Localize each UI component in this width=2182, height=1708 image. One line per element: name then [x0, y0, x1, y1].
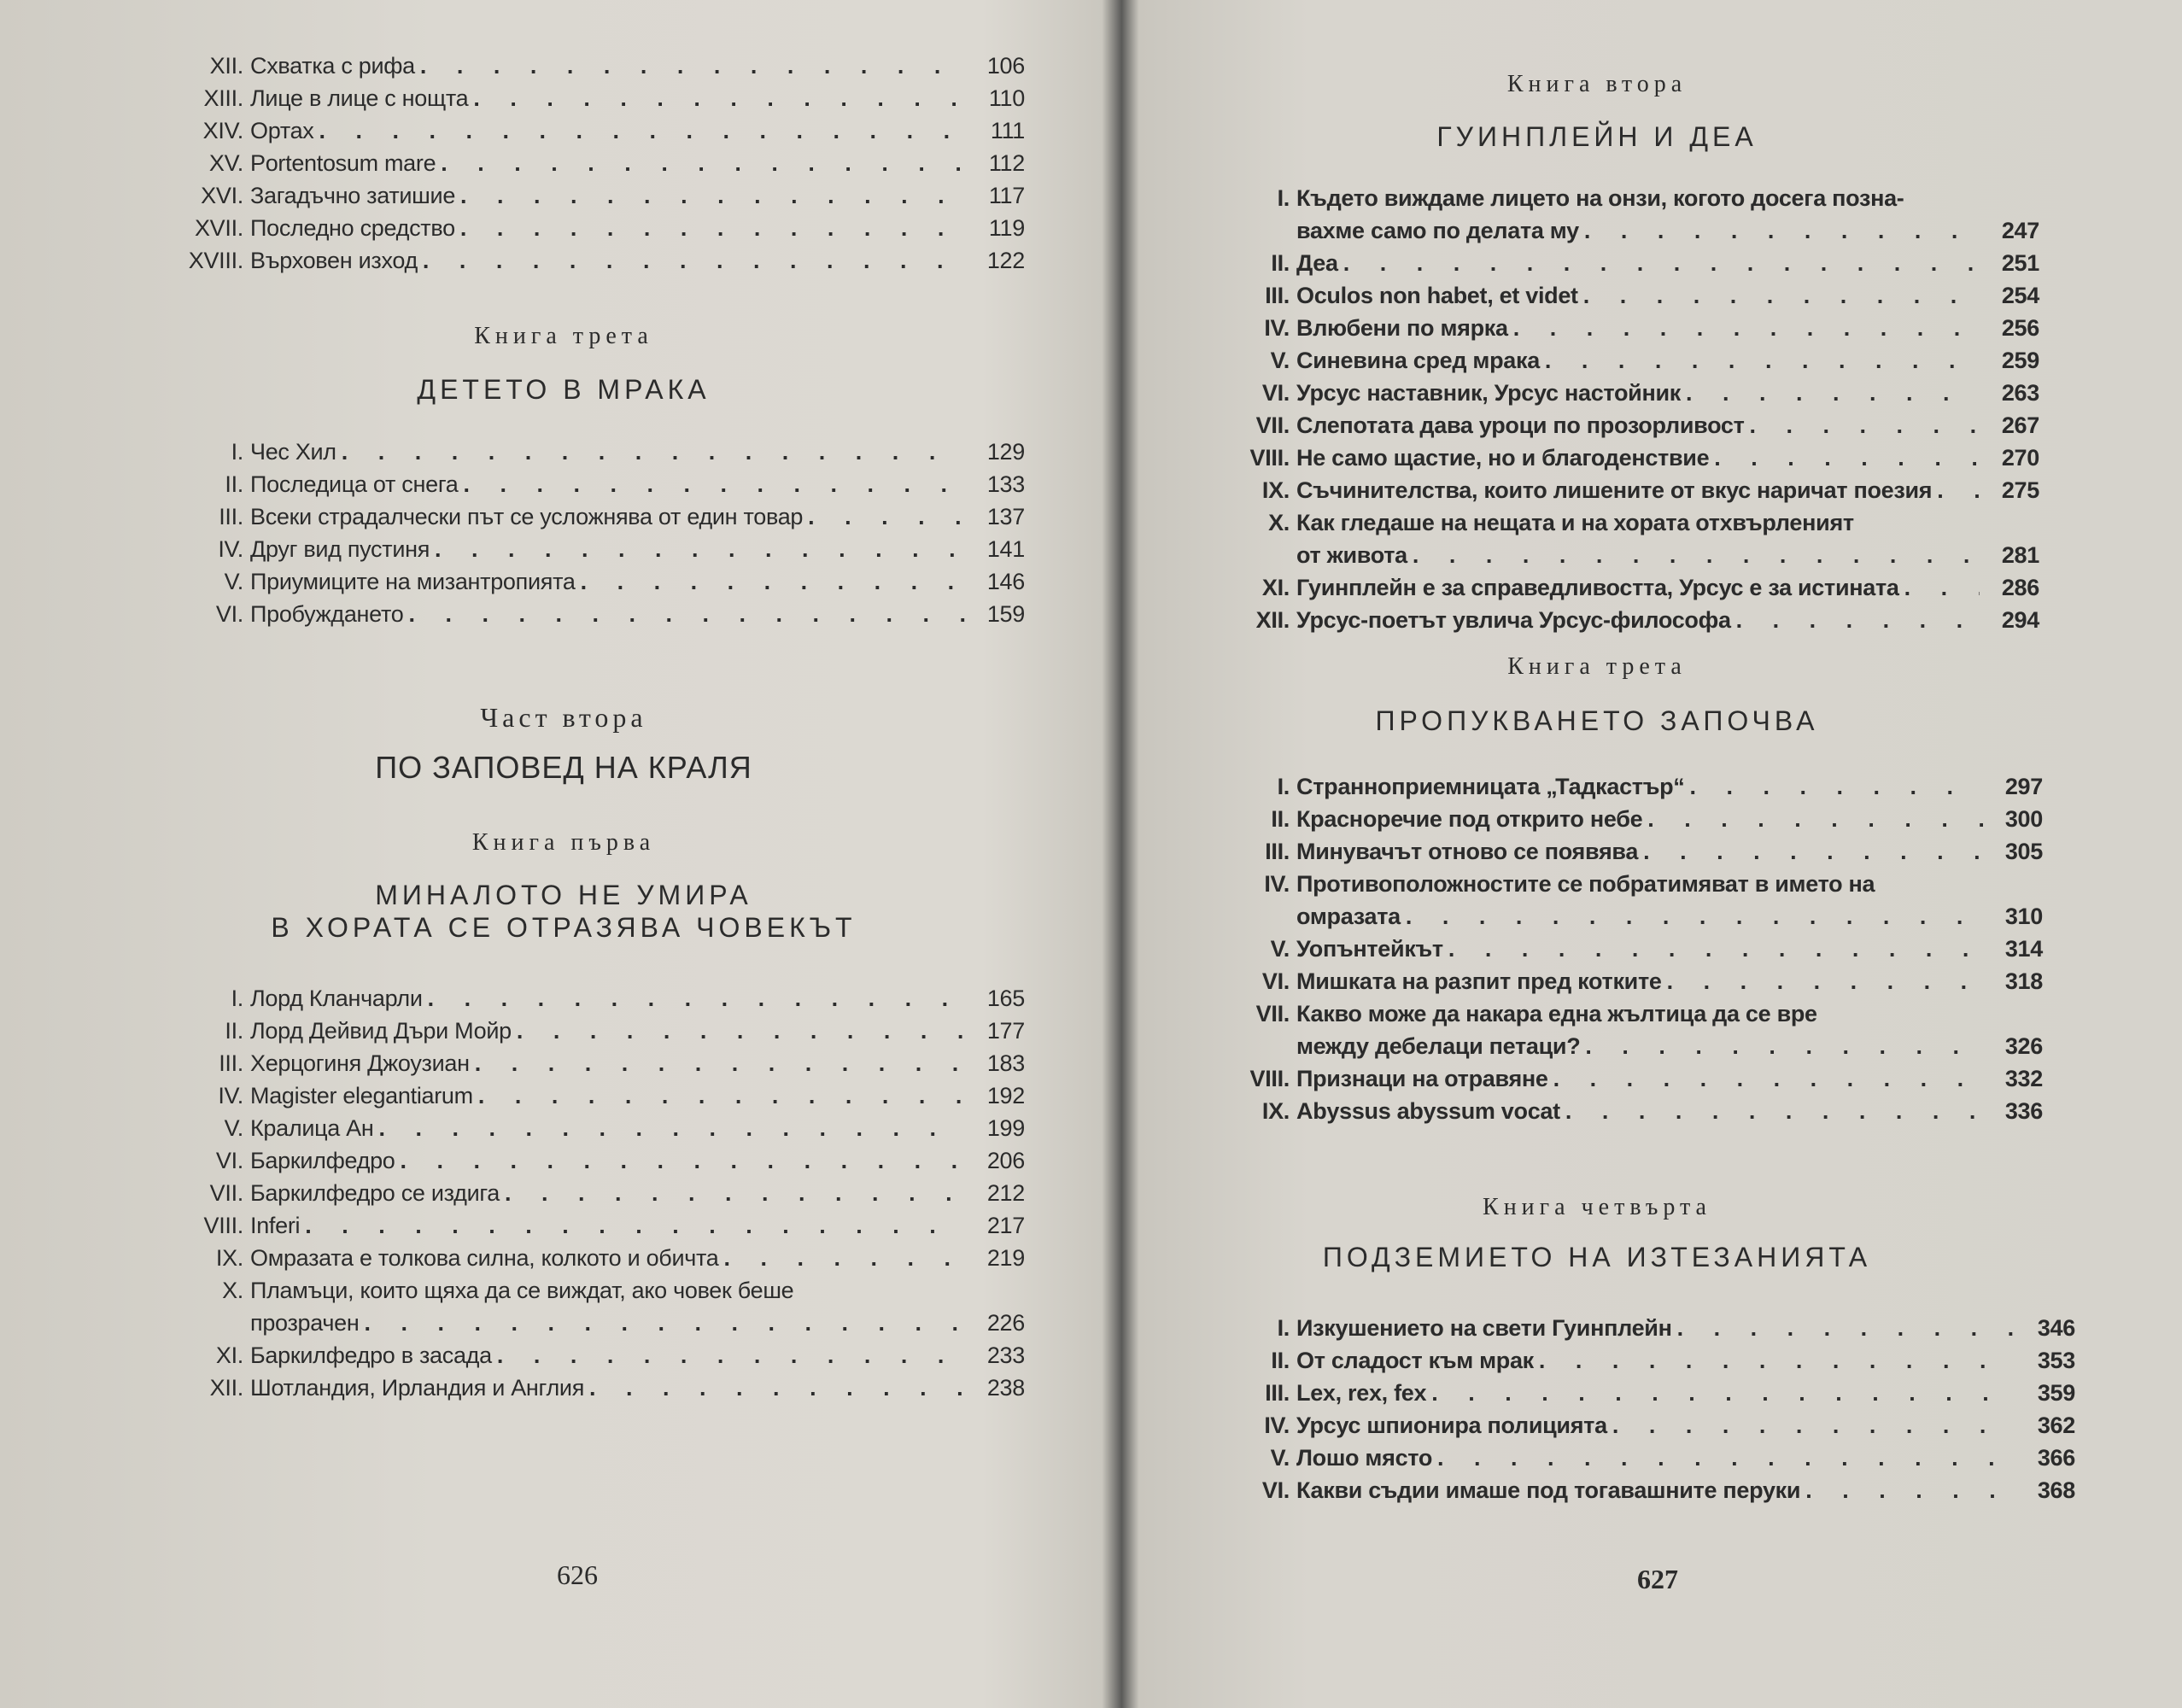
chapter-numeral: XI. — [215, 1342, 243, 1368]
page-ref: 366 — [2037, 1445, 2075, 1471]
dot-leader — [423, 982, 965, 1015]
page-ref: 212 — [986, 1180, 1025, 1206]
dot-leader — [512, 1015, 965, 1047]
chapter-numeral: III. — [219, 504, 243, 529]
chapter-title: От сладост към мрак — [1296, 1348, 1534, 1373]
toc-entry — [1136, 997, 2043, 1030]
page-ref: 117 — [988, 183, 1025, 208]
toc-entry — [1136, 1062, 2043, 1095]
chapter-numeral: XVI. — [201, 183, 243, 208]
chapter-title: Ортах — [250, 118, 314, 143]
chapter-numeral: IX. — [215, 1245, 243, 1271]
chapter-numeral: III. — [1265, 839, 1290, 864]
toc-entry — [0, 1015, 1025, 1047]
toc-entry — [0, 179, 1025, 212]
dot-leader — [1685, 770, 1983, 803]
chapter-numeral: VI. — [1261, 968, 1290, 994]
dot-leader — [803, 500, 965, 533]
dot-leader — [1540, 344, 1980, 377]
chapter-numeral: III. — [1265, 1380, 1290, 1406]
chapter-title: Странноприемницата „Тадкастър“ — [1296, 774, 1685, 799]
chapter-title: Пламъци, които щяха да се виждат, ако човек беше — [250, 1278, 794, 1303]
chapter-numeral: V. — [1270, 1445, 1290, 1471]
page-ref: 297 — [2004, 774, 2043, 799]
chapter-title: Изкушението на свети Гуинплейн — [1296, 1315, 1672, 1341]
page-ref: 206 — [986, 1148, 1025, 1173]
chapter-title: Деа — [1296, 250, 1338, 276]
part-heading: Част втора — [480, 702, 647, 733]
toc-entry — [1136, 474, 2039, 506]
dot-leader — [1709, 442, 1980, 474]
toc-list — [1136, 770, 2043, 1127]
toc-entry — [0, 50, 1025, 82]
dot-leader — [1672, 1312, 2015, 1344]
chapter-numeral: V. — [1270, 936, 1290, 962]
dot-leader — [1662, 965, 1983, 997]
toc-entry — [1136, 1409, 2075, 1442]
toc-entry — [1136, 344, 2039, 377]
dot-leader — [314, 114, 965, 147]
chapter-numeral: IX. — [1261, 1098, 1290, 1124]
chapter-numeral: II. — [225, 1018, 243, 1044]
chapter-numeral: VII. — [1255, 1001, 1290, 1027]
chapter-numeral: X. — [222, 1278, 243, 1303]
chapter-numeral: VI. — [1261, 1477, 1290, 1503]
toc-list — [1136, 182, 2039, 636]
toc-entry — [0, 1177, 1025, 1209]
chapter-numeral: XIV. — [202, 118, 243, 143]
dot-leader — [336, 436, 965, 468]
dot-leader — [1800, 1474, 2015, 1506]
chapter-title-cont: вахме само по делата му — [1296, 218, 1579, 243]
chapter-title: Баркилфедро се издига — [250, 1180, 500, 1206]
page-ref: 192 — [986, 1083, 1025, 1108]
chapter-title: Красноречие под открито небе — [1296, 806, 1643, 832]
dot-leader — [415, 50, 965, 82]
page-ref: 199 — [986, 1115, 1025, 1141]
chapter-title: Минувачът отново се появява — [1296, 839, 1639, 864]
chapter-title: Друг вид пустиня — [250, 536, 430, 562]
dot-leader — [473, 1079, 965, 1112]
page-ref: 238 — [986, 1375, 1025, 1401]
toc-entry — [1136, 933, 2043, 965]
page-ref: 226 — [986, 1310, 1025, 1336]
dot-leader — [1338, 247, 1980, 279]
page-ref: 314 — [2004, 936, 2043, 962]
dot-leader — [1432, 1442, 2015, 1474]
chapter-numeral: III. — [1265, 283, 1290, 308]
toc-entry — [0, 244, 1025, 277]
chapter-numeral: IV. — [218, 536, 243, 562]
dot-leader — [359, 1307, 965, 1339]
toc-entry-continued — [1136, 1030, 2043, 1062]
book-heading: Книга четвърта — [1483, 1194, 1711, 1220]
page-ref: 183 — [986, 1050, 1025, 1076]
chapter-title: Приумиците на мизантропията — [250, 569, 576, 594]
chapter-title: Урсус-поетът увлича Урсус-философа — [1296, 607, 1731, 633]
dot-leader — [1899, 571, 1980, 604]
chapter-numeral: VI. — [1261, 380, 1290, 406]
toc-entry-continued — [1136, 900, 2043, 933]
toc-entry — [0, 1242, 1025, 1274]
chapter-title: Влюбени по мярка — [1296, 315, 1508, 341]
page-ref: 275 — [2001, 477, 2039, 503]
chapter-title: Урсус наставник, Урсус настойник — [1296, 380, 1681, 406]
chapter-title: Magister elegantiarum — [250, 1083, 473, 1108]
dot-leader — [576, 565, 965, 598]
chapter-numeral: II. — [1271, 1348, 1290, 1373]
toc-entry — [1136, 770, 2043, 803]
chapter-title: Съчинителства, които лишените от вкус наричат поезия — [1296, 477, 1933, 503]
chapter-title: Не само щастие, но и благоденствие — [1296, 445, 1710, 471]
toc-entry — [0, 468, 1025, 500]
toc-entry — [0, 1079, 1025, 1112]
dot-leader — [1607, 1409, 2015, 1442]
chapter-numeral: V. — [1270, 348, 1290, 373]
chapter-title: Чес Хил — [250, 439, 336, 465]
chapter-numeral: XII. — [1255, 607, 1290, 633]
dot-leader — [468, 82, 965, 114]
dot-leader — [455, 212, 965, 244]
dot-leader — [1548, 1062, 1983, 1095]
chapter-title: Как гледаше на нещата и на хората отхвърленият — [1296, 510, 1854, 535]
toc-entry — [0, 212, 1025, 244]
toc-entry — [1136, 571, 2039, 604]
chapter-numeral: II. — [225, 471, 243, 497]
chapter-title-cont: от живота — [1296, 542, 1407, 568]
chapter-numeral: XII. — [209, 53, 243, 79]
page-ref: 368 — [2037, 1477, 2075, 1503]
dot-leader — [374, 1112, 966, 1144]
chapter-title-cont: прозрачен — [250, 1310, 360, 1336]
chapter-numeral: XV. — [208, 150, 243, 176]
chapter-numeral: XVII. — [194, 215, 243, 241]
page-ref: 318 — [2004, 968, 2043, 994]
toc-list — [0, 982, 1025, 1404]
dot-leader — [1580, 1030, 1983, 1062]
page-ref: 300 — [2004, 806, 2043, 832]
right-page — [1136, 0, 2182, 1708]
dot-leader — [1401, 900, 1983, 933]
page-ref: 353 — [2037, 1348, 2075, 1373]
book-title: МИНАЛОТО НЕ УМИРА — [375, 880, 752, 910]
chapter-numeral: V. — [224, 569, 243, 594]
chapter-title: Противоположностите се побратимяват в името на — [1296, 871, 1875, 897]
chapter-numeral: XII. — [209, 1375, 243, 1401]
book-title: ПРОПУКВАНЕТО ЗАПОЧВА — [1375, 705, 1819, 736]
book-heading: Книга втора — [1506, 71, 1688, 97]
dot-leader — [1642, 803, 1983, 835]
toc-entry — [1136, 279, 2039, 312]
chapter-numeral: VI. — [215, 601, 243, 627]
chapter-title: Шотландия, Ирландия и Англия — [250, 1375, 585, 1401]
dot-leader — [1407, 539, 1980, 571]
page-ref: 267 — [2001, 412, 2039, 438]
chapter-title: Където виждаме лицето на онзи, когото досега позна- — [1296, 185, 1904, 211]
chapter-title: Inferi — [250, 1213, 301, 1238]
dot-leader — [719, 1242, 966, 1274]
chapter-title: Последица от снега — [250, 471, 459, 497]
part-title: ПО ЗАПОВЕД НА КРАЛЯ — [375, 750, 752, 785]
toc-entry — [0, 598, 1025, 630]
toc-entry — [1136, 312, 2039, 344]
page-ref: 217 — [986, 1213, 1025, 1238]
chapter-numeral: VII. — [1255, 412, 1290, 438]
chapter-numeral: VIII. — [203, 1213, 243, 1238]
page-ref: 119 — [988, 215, 1025, 241]
chapter-numeral: XVIII. — [188, 248, 243, 273]
toc-entry — [0, 114, 1025, 147]
dot-leader — [436, 147, 965, 179]
toc-entry — [0, 1209, 1025, 1242]
page-number: 626 — [557, 1559, 598, 1590]
page-ref: 359 — [2037, 1380, 2075, 1406]
page-ref: 159 — [986, 601, 1025, 627]
page-ref: 133 — [986, 471, 1025, 497]
toc-entry — [0, 1274, 1025, 1307]
chapter-numeral: IV. — [1264, 315, 1290, 341]
toc-entry — [1136, 377, 2039, 409]
chapter-numeral: II. — [1271, 806, 1290, 832]
chapter-numeral: III. — [219, 1050, 243, 1076]
page-ref: 111 — [990, 118, 1025, 143]
chapter-title: Abyssus abyssum vocat — [1296, 1098, 1560, 1124]
chapter-title: Баркилфедро в засада — [250, 1342, 492, 1368]
page-ref: 251 — [2001, 250, 2039, 276]
page-ref: 286 — [2001, 575, 2039, 600]
dot-leader — [455, 179, 965, 212]
chapter-title: Гуинплейн е за справедливостта, Урсус е за истината — [1296, 575, 1899, 600]
dot-leader — [584, 1372, 965, 1404]
dot-leader — [492, 1339, 965, 1372]
chapter-title: Какви съдии имаше под тогавашните перуки — [1296, 1477, 1801, 1503]
page-ref: 256 — [2001, 315, 2039, 341]
book-heading: Книга трета — [1507, 653, 1687, 680]
dot-leader — [1638, 835, 1983, 868]
chapter-title: Схватка с рифа — [250, 53, 415, 79]
toc-entry — [0, 533, 1025, 565]
chapter-title: Синевина сред мрака — [1296, 348, 1540, 373]
dot-leader — [1932, 474, 1980, 506]
chapter-numeral: IV. — [218, 1083, 243, 1108]
toc-entry — [1136, 1474, 2075, 1506]
chapter-title: Загадъчно затишие — [250, 183, 456, 208]
toc-entry — [1136, 182, 2039, 214]
toc-entry — [1136, 835, 2043, 868]
dot-leader — [1731, 604, 1980, 636]
chapter-numeral: XIII. — [203, 85, 243, 111]
page-ref: 270 — [2001, 445, 2039, 471]
dot-leader — [1443, 933, 1983, 965]
toc-entry — [1136, 1377, 2075, 1409]
toc-entry — [1136, 1442, 2075, 1474]
chapter-numeral: I. — [1277, 774, 1290, 799]
toc-entry — [1136, 604, 2039, 636]
toc-entry — [1136, 247, 2039, 279]
page-ref: 146 — [986, 569, 1025, 594]
toc-list — [1136, 1312, 2075, 1506]
page-ref: 247 — [2001, 218, 2039, 243]
chapter-title: Последно средство — [250, 215, 455, 241]
page-ref: 326 — [2004, 1033, 2043, 1059]
chapter-title: Уопънтейкът — [1296, 936, 1443, 962]
page-ref: 346 — [2037, 1315, 2075, 1341]
dot-leader — [430, 533, 965, 565]
dot-leader — [1579, 214, 1980, 247]
page-ref: 165 — [986, 986, 1025, 1011]
chapter-numeral: IX. — [1261, 477, 1290, 503]
toc-entry — [1136, 803, 2043, 835]
chapter-title-cont: омразата — [1296, 904, 1401, 929]
toc-entry — [1136, 442, 2039, 474]
dot-leader — [500, 1177, 965, 1209]
chapter-title-cont: между дебелаци петаци? — [1296, 1033, 1581, 1059]
chapter-title: Всеки страдалчески път се усложнява от един товар — [250, 504, 804, 529]
page-ref: 233 — [986, 1342, 1025, 1368]
chapter-title: Лорд Дейвид Дъри Мойр — [250, 1018, 512, 1044]
chapter-title: Какво може да накара една жълтица да се вре — [1296, 1001, 1817, 1027]
chapter-title: Омразата е толкова силна, колкото и обичта — [250, 1245, 719, 1271]
toc-entry — [0, 1047, 1025, 1079]
chapter-title: Мишката на разпит пред котките — [1296, 968, 1662, 994]
dot-leader — [1578, 279, 1980, 312]
toc-list — [0, 436, 1025, 630]
toc-entry-continued — [0, 1307, 1025, 1339]
chapter-numeral: I. — [1277, 1315, 1290, 1341]
chapter-title: Слепотата дава уроци по прозорливост — [1296, 412, 1745, 438]
toc-entry — [0, 982, 1025, 1015]
page-ref: 122 — [986, 248, 1025, 273]
dot-leader — [1681, 377, 1980, 409]
page-ref: 259 — [2001, 348, 2039, 373]
chapter-title: Херцогиня Джоузиан — [250, 1050, 470, 1076]
page-ref: 219 — [986, 1245, 1025, 1271]
dot-leader — [1426, 1377, 2015, 1409]
dot-leader — [470, 1047, 965, 1079]
toc-entry — [0, 436, 1025, 468]
book-heading: Книга трета — [474, 323, 653, 349]
toc-list — [0, 50, 1025, 277]
toc-entry — [1136, 1312, 2075, 1344]
chapter-title: Лорд Кланчарли — [250, 986, 423, 1011]
dot-leader — [1534, 1344, 2015, 1377]
toc-entry — [0, 1144, 1025, 1177]
chapter-title: Пробуждането — [250, 601, 404, 627]
chapter-title: Лице в лице с нощта — [250, 85, 469, 111]
page-ref: 294 — [2001, 607, 2039, 633]
page-ref: 305 — [2004, 839, 2043, 864]
toc-entry — [0, 82, 1025, 114]
toc-entry — [1136, 868, 2043, 900]
dot-leader — [1508, 312, 1980, 344]
toc-entry — [1136, 1344, 2075, 1377]
page-ref: 110 — [988, 85, 1025, 111]
toc-entry — [0, 500, 1025, 533]
page-number: 627 — [1637, 1564, 1678, 1594]
chapter-title: Oculos non habet, et videt — [1296, 283, 1578, 308]
dot-leader — [403, 598, 965, 630]
page-ref: 332 — [2004, 1066, 2043, 1091]
page-ref: 177 — [986, 1018, 1025, 1044]
page-ref: 137 — [986, 504, 1025, 529]
chapter-title: Кралица Ан — [250, 1115, 374, 1141]
page-ref: 263 — [2001, 380, 2039, 406]
page-ref: 310 — [2004, 904, 2043, 929]
dot-leader — [459, 468, 965, 500]
chapter-numeral: VIII. — [1249, 1066, 1290, 1091]
chapter-numeral: XI. — [1261, 575, 1290, 600]
toc-entry — [0, 1372, 1025, 1404]
chapter-numeral: I. — [231, 439, 243, 465]
chapter-numeral: X. — [1268, 510, 1290, 535]
page-ref: 336 — [2004, 1098, 2043, 1124]
book-title: ГУИНПЛЕЙН И ДЕА — [1436, 121, 1758, 152]
dot-leader — [395, 1144, 965, 1177]
toc-entry — [1136, 506, 2039, 539]
chapter-numeral: I. — [1277, 185, 1290, 211]
chapter-numeral: II. — [1271, 250, 1290, 276]
chapter-title: Portentosum mare — [250, 150, 436, 176]
page-ref: 254 — [2001, 283, 2039, 308]
toc-entry-continued — [1136, 214, 2039, 247]
page-ref: 281 — [2001, 542, 2039, 568]
dot-leader — [418, 244, 965, 277]
toc-entry — [0, 565, 1025, 598]
page-ref: 141 — [986, 536, 1025, 562]
chapter-title: Лошо място — [1296, 1445, 1433, 1471]
chapter-numeral: V. — [224, 1115, 243, 1141]
toc-entry — [1136, 409, 2039, 442]
chapter-numeral: VIII. — [1249, 445, 1290, 471]
chapter-numeral: IV. — [1264, 871, 1290, 897]
book-title-line2: В ХОРАТА СЕ ОТРАЗЯВА ЧОВЕКЪТ — [271, 912, 857, 943]
chapter-title: Баркилфедро — [250, 1148, 395, 1173]
book-heading: Книга първа — [471, 829, 656, 856]
toc-entry — [0, 147, 1025, 179]
dot-leader — [1745, 409, 1980, 442]
chapter-title: Върховен изход — [250, 248, 418, 273]
toc-entry — [0, 1112, 1025, 1144]
toc-entry-continued — [1136, 539, 2039, 571]
page-ref: 362 — [2037, 1413, 2075, 1438]
chapter-title: Урсус шпионира полицията — [1296, 1413, 1607, 1438]
toc-entry — [1136, 965, 2043, 997]
chapter-title: Lex, rex, fex — [1296, 1380, 1427, 1406]
chapter-numeral: VII. — [209, 1180, 243, 1206]
chapter-title: Признаци на отравяне — [1296, 1066, 1548, 1091]
page-ref: 129 — [986, 439, 1025, 465]
chapter-numeral: VI. — [215, 1148, 243, 1173]
chapter-numeral: I. — [231, 986, 243, 1011]
chapter-numeral: IV. — [1264, 1413, 1290, 1438]
dot-leader — [1560, 1095, 1983, 1127]
book-title: ПОДЗЕМИЕТО НА ИЗТЕЗАНИЯТА — [1322, 1242, 1872, 1272]
toc-entry — [1136, 1095, 2043, 1127]
dot-leader — [300, 1209, 965, 1242]
book-title: ДЕТЕТО В МРАКА — [417, 374, 711, 405]
toc-entry — [0, 1339, 1025, 1372]
page-ref: 106 — [986, 53, 1025, 79]
page-ref: 112 — [988, 150, 1025, 176]
